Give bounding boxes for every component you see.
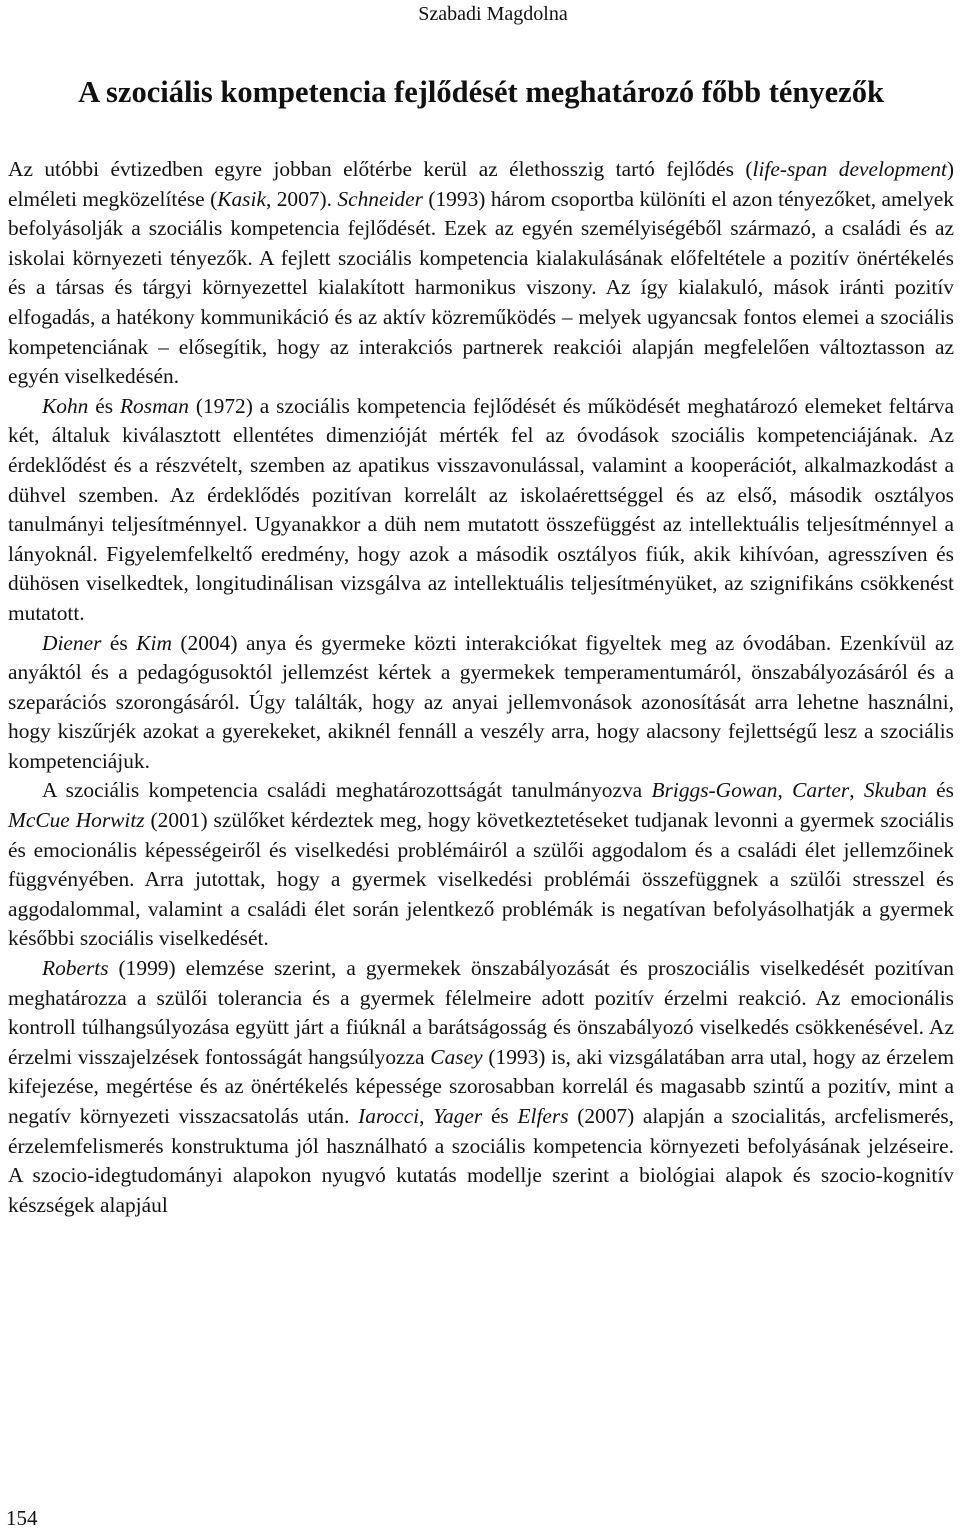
p3-citation-diener: Diener <box>42 630 102 655</box>
p5-citation-roberts: Roberts <box>42 956 109 981</box>
running-header-author: Szabadi Magdolna <box>418 3 568 25</box>
p4-citation-carter: Carter <box>792 778 850 803</box>
paragraph-4 <box>8 776 954 954</box>
p1-text-4: (1993) három csoportba különíti el azon tényezőket, amelyek befolyásolják a szociális kompetencia fejlődését. Ezek az egyén személyiségéből származó, a családi és az iskolai környezeti tényezők. A fejlett szociális kompetencia kialakulásának előfeltétele a pozitív önértékelés és a társas és tárgyi környezettel kialakított harmonikus viszony. Az így kialakuló, mások iránti pozitív elfogadás, a hatékony kommunikáció és az aktív közreműködés – melyek ugyancsak fontos elemei a szociális kompetenciának – elősegítik, hogy az interakciós partnerek reakciói alapján megfelelően változtasson az egyén viselkedésén. <box>8 186 954 389</box>
p3-citation-kim: Kim <box>136 630 172 655</box>
paragraph-3 <box>8 629 954 777</box>
p4-text-5: (2001) szülőket kérdeztek meg, hogy következtetéseket tudjanak levonni a gyermek szociális és emocionális képességeiről és viselkedési problémáiról a szülői aggodalom és a családi élet jellemzőinek függvényében. Arra jutottak, hogy a gyermek viselkedési problémái összefüggnek a szülői stresszel és aggodalommal, valamint a családi élet során jelentkező problémák is negatívan befolyásolhatják a gyermek későbbi szociális viselkedését. <box>8 808 955 951</box>
p1-citation-schneider: Schneider <box>337 186 423 211</box>
p1-text-3: , 2007). <box>265 186 338 211</box>
p5-text-3: , <box>419 1104 434 1128</box>
p5-citation-iarocci: Iarocci <box>358 1104 420 1128</box>
article-title: A szociális kompetencia fejlődését meghatározó főbb tényezők <box>78 75 884 109</box>
article-body <box>8 155 954 1220</box>
p2-citation-kohn: Kohn <box>42 393 89 418</box>
p3-text-1: és <box>101 630 137 655</box>
p1-citation-kasik: Kasik <box>217 186 266 211</box>
p4-text-3: , <box>849 778 864 803</box>
p5-text-2: (1993) is, aki vizsgálatában arra utal, hogy az érzelem kifejezése, megértése és az önértékelés képessége szorosabban korrelál és magasabb szintű a pozitív, mint a negatív környezeti visszacsatolás után. <box>8 1044 954 1128</box>
p2-text-2: (1972) a szociális kompetencia fejlődését és működését meghatározó elemeket feltárva két, általuk kiválasztott ellentétes dimenzióját mérték fel az óvodások szociális kompetenciájának. Az érdeklődést és a részvételt, szemben az apatikus visszavonulással, valamint a kooperációt, alkalmazkodást a dühvel szemben. Az érdeklődés pozitívan korrelált az iskolaérettséggel és az első, második osztályos tanulmányi teljesítménnyel. Ugyanakkor a düh nem mutatott összefüggést az intellektuális teljesítménnyel a lányoknál. Figyelemfelkeltő eredmény, hogy azok a második osztályos fiúk, akik kihívóan, agresszíven és dühösen viselkedtek, longitudinálisan vizsgálva az intellektuális teljesítményüket, az szignifikáns csökkenést mutatott. <box>8 393 954 625</box>
page-number: 154 <box>6 1506 38 1530</box>
paragraph-5 <box>8 954 954 1220</box>
p3-text-2: (2004) anya és gyermeke közti interakciókat figyeltek meg az óvodában. Ezenkívül az anyáktól és a pedagógusoktól jellemzést kértek a gyermekek temperamentumáról, önszabályozásáról és a szeparációs szorongásáról. Úgy találták, hogy az anyai jellemvonások azonosítását arra lehetne használni, hogy kiszűrjék azokat a gyerekeket, akiknél fennáll a veszély arra, hogy alacsony fejlettségű lesz a szociális kompetenciájuk. <box>8 630 954 773</box>
p5-text-1: (1999) elemzése szerint, a gyermekek önszabályozását és proszociális viselkedését pozitívan meghatározza a szülői tolerancia és a gyermek félelmeire adott pozitív érzelmi reakció. Az emocionális kontroll túlhangsúlyozása együtt járt a fiúknál a barátságosság és önszabályozó viselkedés csökkenésével. Az érzelmi visszajelzések fontosságát hangsúlyozza <box>8 956 954 1069</box>
p1-text-2: ) elméleti megközelítése ( <box>8 157 955 211</box>
p4-citation-mccue-horwitz: McCue Horwitz <box>8 808 145 833</box>
p4-text-2: , <box>777 778 793 803</box>
p1-italic-term: life-span development <box>752 157 947 181</box>
p5-text-4: és <box>482 1104 518 1128</box>
p1-text-1: Az utóbbi évtizedben egyre jobban előtérbe kerül az élethosszig tartó fejlődés ( <box>8 157 753 181</box>
p4-text-4: és <box>926 778 954 803</box>
p2-text-1: és <box>88 393 120 418</box>
p2-citation-rosman: Rosman <box>119 393 189 418</box>
p5-citation-elfers: Elfers <box>517 1104 569 1128</box>
paragraph-1 <box>8 155 954 392</box>
p4-text-1: A szociális kompetencia családi meghatározottságát tanulmányozva <box>42 778 652 803</box>
p4-citation-skuban: Skuban <box>863 778 927 803</box>
paragraph-2 <box>8 392 954 629</box>
p4-citation-briggs-gowan: Briggs-Gowan <box>651 778 778 803</box>
p5-citation-yager: Yager <box>433 1104 483 1128</box>
p5-text-5: (2007) alapján a szocialitás, arcfelismerés, érzelemfelismerés konstruktuma jól használható a szociális kompetencia környezeti befolyásának jelzéseire. A szocio-idegtudományi alapokon nyugvó kutatás modellje szerint a biológiai alapok és szocio-kognitív készségek alapjául <box>8 1104 954 1217</box>
p5-citation-casey: Casey <box>430 1044 483 1069</box>
